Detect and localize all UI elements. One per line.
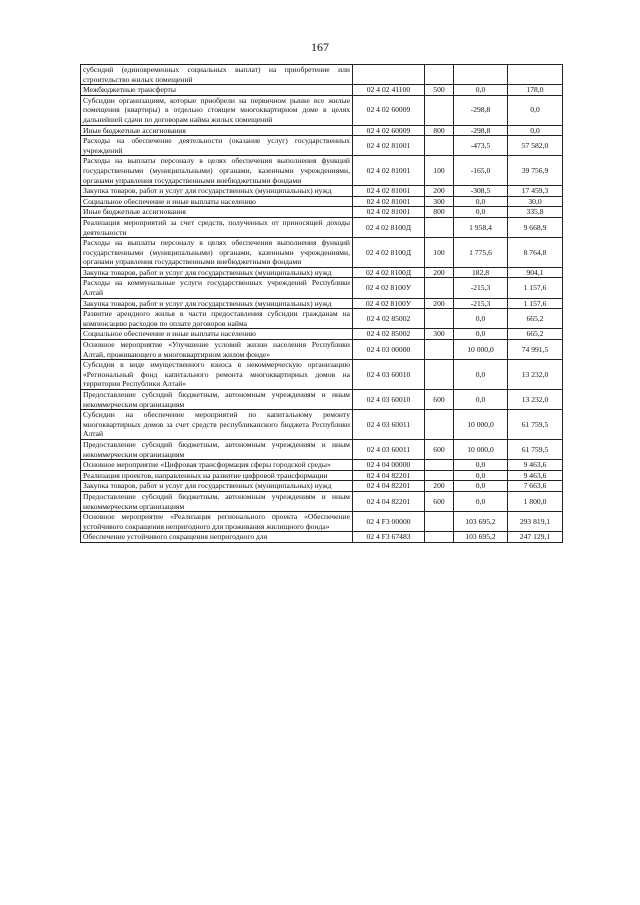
expense-type-cell: 800 — [425, 125, 454, 136]
target-code-cell — [353, 65, 425, 85]
expense-type-cell — [425, 470, 454, 481]
expense-type-cell: 500 — [425, 85, 454, 96]
amount-total-cell: 7 663,6 — [508, 481, 563, 492]
amount-total-cell: 13 232,0 — [508, 390, 563, 410]
table-row — [81, 238, 563, 268]
target-code-cell: 02 4 02 81001 — [353, 156, 425, 186]
expense-name-cell: Субсидии на обеспечение мероприятий по капитальному ремонту многоквартирных домов за счет средств республиканского бюджета Республики Алтай — [81, 410, 353, 440]
table-row — [81, 532, 563, 543]
expense-type-cell: 800 — [425, 207, 454, 218]
expense-name-cell: Расходы на выплаты персоналу в целях обеспечения выполнения функций государственными (муниципальными) органами, казенными учреждениями, органами управления государственными внебюджетными фондами — [81, 238, 353, 268]
target-code-cell: 02 4 02 8100Д — [353, 267, 425, 278]
target-code-cell: 02 4 F3 00000 — [353, 512, 425, 532]
expense-type-cell — [425, 410, 454, 440]
expense-type-cell: 100 — [425, 156, 454, 186]
amount-change-cell: 0,0 — [454, 207, 508, 218]
expense-type-cell — [425, 65, 454, 85]
target-code-cell: 02 4 03 60011 — [353, 439, 425, 459]
amount-change-cell: 0,0 — [454, 360, 508, 390]
amount-change-cell: 1 775,6 — [454, 238, 508, 268]
amount-change-cell — [454, 65, 508, 85]
target-code-cell: 02 4 02 81001 — [353, 136, 425, 156]
amount-change-cell: 0,0 — [454, 390, 508, 410]
table-row — [81, 460, 563, 471]
amount-total-cell: 61 759,5 — [508, 410, 563, 440]
amount-change-cell: 0,0 — [454, 470, 508, 481]
target-code-cell: 02 4 02 8100У — [353, 278, 425, 298]
amount-total-cell: 293 819,1 — [508, 512, 563, 532]
amount-change-cell: 0,0 — [454, 481, 508, 492]
expense-type-cell — [425, 95, 454, 125]
target-code-cell: 02 4 F3 67483 — [353, 532, 425, 543]
table-row — [81, 156, 563, 186]
expense-type-cell: 200 — [425, 267, 454, 278]
expense-name-cell: Расходы на обеспечение деятельности (оказание услуг) государственных учреждений — [81, 136, 353, 156]
amount-change-cell: 0,0 — [454, 85, 508, 96]
amount-change-cell: 1 958,4 — [454, 217, 508, 237]
expense-type-cell — [425, 360, 454, 390]
amount-total-cell: 39 756,9 — [508, 156, 563, 186]
target-code-cell: 02 4 04 82201 — [353, 470, 425, 481]
target-code-cell: 02 4 04 82201 — [353, 491, 425, 511]
amount-change-cell: 10 000,0 — [454, 410, 508, 440]
amount-change-cell: -298,8 — [454, 95, 508, 125]
expense-type-cell: 600 — [425, 390, 454, 410]
table-row — [81, 85, 563, 96]
expense-type-cell — [425, 136, 454, 156]
expense-type-cell — [425, 532, 454, 543]
target-code-cell: 02 4 02 81001 — [353, 207, 425, 218]
expense-name-cell: Социальное обеспечение и иные выплаты населению — [81, 196, 353, 207]
table-row — [81, 491, 563, 511]
expense-type-cell — [425, 340, 454, 360]
table-row — [81, 136, 563, 156]
target-code-cell: 02 4 02 85002 — [353, 329, 425, 340]
amount-total-cell: 30,0 — [508, 196, 563, 207]
amount-total-cell: 9 668,9 — [508, 217, 563, 237]
amount-total-cell: 1 157,6 — [508, 298, 563, 309]
table-row — [81, 309, 563, 329]
amount-change-cell: -165,0 — [454, 156, 508, 186]
expense-name-cell: Закупка товаров, работ и услуг для государственных (муниципальных) нужд — [81, 267, 353, 278]
expense-name-cell: Субсидии организациям, которые приобрели на первичном рынке все жилые помещения (квартиры) в отдельно стоящем многоквартирном доме в целях дальнейшей сдачи по договорам найма жилых помещений — [81, 95, 353, 125]
expense-type-cell: 200 — [425, 298, 454, 309]
table-row — [81, 512, 563, 532]
amount-total-cell: 74 991,5 — [508, 340, 563, 360]
expense-type-cell: 600 — [425, 491, 454, 511]
target-code-cell: 02 4 02 85002 — [353, 309, 425, 329]
expense-name-cell: Предоставление субсидий бюджетным, автономным учреждениям и иным некоммерческим организациям — [81, 390, 353, 410]
expense-name-cell: субсидий (единовременных социальных выплат) на приобретение или строительство жилых помещений — [81, 65, 353, 85]
table-row — [81, 298, 563, 309]
target-code-cell: 02 4 03 00000 — [353, 340, 425, 360]
amount-change-cell: 0,0 — [454, 329, 508, 340]
target-code-cell: 02 4 02 8100Д — [353, 217, 425, 237]
amount-total-cell: 9 463,6 — [508, 470, 563, 481]
target-code-cell: 02 4 02 41100 — [353, 85, 425, 96]
table-row — [81, 186, 563, 197]
table-body — [81, 65, 563, 543]
expense-type-cell — [425, 460, 454, 471]
target-code-cell: 02 4 02 8100Д — [353, 238, 425, 268]
expense-name-cell: Закупка товаров, работ и услуг для государственных (муниципальных) нужд — [81, 481, 353, 492]
expense-name-cell: Основное мероприятие «Улучшение условий жизни населения Республики Алтай, проживающего в многоквартирном жилом фонде» — [81, 340, 353, 360]
expense-name-cell: Основное мероприятие «Реализация регионального проекта «Обеспечение устойчивого сокращения непригодного для проживания жилищного фонда» — [81, 512, 353, 532]
amount-change-cell: 10 000,0 — [454, 340, 508, 360]
amount-total-cell: 8 764,8 — [508, 238, 563, 268]
expense-type-cell — [425, 309, 454, 329]
expense-name-cell: Реализация проектов, направленных на развитие цифровой трансформации — [81, 470, 353, 481]
expense-name-cell: Иные бюджетные ассигнования — [81, 207, 353, 218]
target-code-cell: 02 4 02 81001 — [353, 186, 425, 197]
target-code-cell: 02 4 02 60009 — [353, 95, 425, 125]
amount-change-cell: 103 695,2 — [454, 512, 508, 532]
table-row — [81, 95, 563, 125]
target-code-cell: 02 4 04 00000 — [353, 460, 425, 471]
amount-total-cell: 17 459,3 — [508, 186, 563, 197]
table-row — [81, 360, 563, 390]
amount-total-cell: 665,2 — [508, 309, 563, 329]
amount-change-cell: -215,3 — [454, 278, 508, 298]
expense-name-cell: Расходы на выплаты персоналу в целях обеспечения выполнения функций государственными (муниципальными) органами, казенными учреждениями, органами управления государственными внебюджетными фондами — [81, 156, 353, 186]
amount-total-cell: 9 463,6 — [508, 460, 563, 471]
expense-type-cell — [425, 217, 454, 237]
amount-total-cell: 61 759,5 — [508, 439, 563, 459]
table-row — [81, 470, 563, 481]
page-number: 167 — [311, 40, 329, 54]
amount-change-cell: 10 000,0 — [454, 439, 508, 459]
table-row — [81, 481, 563, 492]
target-code-cell: 02 4 02 81001 — [353, 196, 425, 207]
table-row — [81, 267, 563, 278]
table-row — [81, 439, 563, 459]
amount-total-cell: 335,8 — [508, 207, 563, 218]
table-row — [81, 196, 563, 207]
target-code-cell: 02 4 03 60010 — [353, 390, 425, 410]
amount-change-cell: 182,8 — [454, 267, 508, 278]
amount-change-cell: 0,0 — [454, 460, 508, 471]
amount-total-cell: 1 800,0 — [508, 491, 563, 511]
amount-total-cell: 247 129,1 — [508, 532, 563, 543]
amount-total-cell: 178,0 — [508, 85, 563, 96]
expense-name-cell: Закупка товаров, работ и услуг для государственных (муниципальных) нужд — [81, 186, 353, 197]
table-row — [81, 410, 563, 440]
amount-change-cell: 103 695,2 — [454, 532, 508, 543]
expense-name-cell: Субсидия в виде имущественного взноса в некоммерческую организацию «Региональный фонд капитального ремонта многоквартирных домов на территории Республики Алтай» — [81, 360, 353, 390]
amount-change-cell: -473,5 — [454, 136, 508, 156]
table-row — [81, 329, 563, 340]
expense-type-cell — [425, 278, 454, 298]
expense-name-cell: Социальное обеспечение и иные выплаты населению — [81, 329, 353, 340]
amount-change-cell: -298,8 — [454, 125, 508, 136]
target-code-cell: 02 4 04 82201 — [353, 481, 425, 492]
amount-total-cell: 0,0 — [508, 125, 563, 136]
table-row — [81, 340, 563, 360]
expense-type-cell: 200 — [425, 481, 454, 492]
amount-total-cell: 665,2 — [508, 329, 563, 340]
table-row — [81, 278, 563, 298]
expense-name-cell: Расходы на коммунальные услуги государственных учреждений Республики Алтай — [81, 278, 353, 298]
amount-change-cell: 0,0 — [454, 309, 508, 329]
expense-name-cell: Межбюджетные трансферты — [81, 85, 353, 96]
amount-change-cell: -215,3 — [454, 298, 508, 309]
target-code-cell: 02 4 02 8100У — [353, 298, 425, 309]
expense-type-cell — [425, 512, 454, 532]
expense-type-cell: 200 — [425, 186, 454, 197]
expense-name-cell: Закупка товаров, работ и услуг для государственных (муниципальных) нужд — [81, 298, 353, 309]
target-code-cell: 02 4 03 60011 — [353, 410, 425, 440]
amount-total-cell: 1 157,6 — [508, 278, 563, 298]
expense-name-cell: Развитие арендного жилья в части предоставления субсидии гражданам на компенсацию расходов по оплате договоров найма — [81, 309, 353, 329]
target-code-cell: 02 4 02 60009 — [353, 125, 425, 136]
expense-name-cell: Основное мероприятие «Цифровая трансформация сферы городской среды» — [81, 460, 353, 471]
amount-total-cell: 57 582,0 — [508, 136, 563, 156]
expense-name-cell: Предоставление субсидий бюджетным, автономным учреждениям и иным некоммерческим организациям — [81, 439, 353, 459]
expense-type-cell: 100 — [425, 238, 454, 268]
table-row — [81, 125, 563, 136]
table-row — [81, 390, 563, 410]
expense-type-cell: 300 — [425, 196, 454, 207]
expense-name-cell: Реализация мероприятий за счет средств, полученных от приносящей доходы деятельности — [81, 217, 353, 237]
budget-table — [80, 64, 563, 543]
expense-name-cell: Иные бюджетные ассигнования — [81, 125, 353, 136]
amount-total-cell: 0,0 — [508, 95, 563, 125]
amount-change-cell: 0,0 — [454, 491, 508, 511]
expense-type-cell: 600 — [425, 439, 454, 459]
table-row — [81, 217, 563, 237]
expense-name-cell: Обеспечение устойчивого сокращения непригодного для — [81, 532, 353, 543]
amount-total-cell: 904,1 — [508, 267, 563, 278]
table-row — [81, 207, 563, 218]
target-code-cell: 02 4 03 60010 — [353, 360, 425, 390]
amount-total-cell — [508, 65, 563, 85]
amount-change-cell: -308,5 — [454, 186, 508, 197]
amount-total-cell: 13 232,0 — [508, 360, 563, 390]
expense-type-cell: 300 — [425, 329, 454, 340]
amount-change-cell: 0,0 — [454, 196, 508, 207]
table-row — [81, 65, 563, 85]
expense-name-cell: Предоставление субсидий бюджетным, автономным учреждениям и иным некоммерческим организациям — [81, 491, 353, 511]
